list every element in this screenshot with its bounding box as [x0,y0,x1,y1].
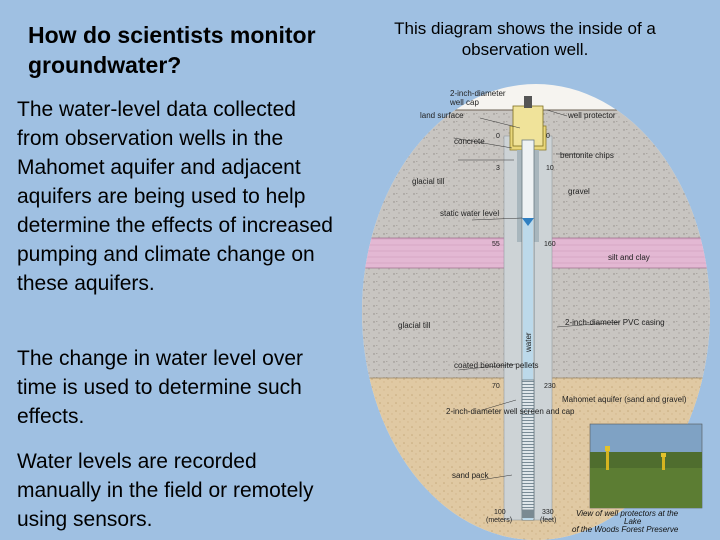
label-glacial-till-upper: glacial till [412,177,445,186]
diagram-caption: This diagram shows the inside of a observation well. [394,19,656,59]
label-concrete: concrete [454,137,485,146]
label-well-cap: well cap [450,98,479,107]
label-glacial-till-lower: glacial till [398,321,431,330]
depth-10: 10 [546,165,554,172]
depth-55: 55 [492,241,500,248]
label-water: water [524,332,533,352]
label-well-cap-line1: 2-inch-diameter [450,89,506,98]
slide-title: How do scientists monitor groundwater? [28,22,316,78]
label-sand-pack: sand pack [452,471,489,480]
depth-3: 3 [496,165,500,172]
depth-160: 160 [544,241,556,248]
well-protector-photo [590,424,702,508]
label-silt-and-clay: silt and clay [608,253,650,262]
depth-0-right: 0 [546,133,550,140]
depth-0-left: 0 [496,133,500,140]
depth-70: 70 [492,383,500,390]
label-coated-pellets: coated bentonite pellets [454,361,539,370]
unit-meters: (meters) [486,517,513,524]
label-land-surface: land surface [420,111,464,120]
label-bentonite-chips: bentonite chips [560,151,614,160]
label-well-protector: well protector [568,111,616,120]
unit-feet: (feet) [540,517,557,524]
label-aquifer: Mahomet aquifer (sand and gravel) [562,395,687,404]
label-gravel: gravel [568,187,590,196]
label-well-screen: 2-inch-diameter well screen and cap [446,407,575,416]
paragraph-recording-methods: Water levels are recorded manually in the field or remotely using sensors. [17,450,314,531]
depth-100: 100 [494,509,506,516]
photo-caption-line1: View of well protectors at the [576,509,679,518]
depth-330: 330 [542,509,554,516]
photo-caption-line2: Lake [624,517,642,526]
label-static-water-level: static water level [440,209,500,218]
photo-caption-line3: of the Woods Forest Preserve [572,525,679,534]
label-pvc-casing: 2-inch-diameter PVC casing [565,318,665,327]
observation-well-diagram [362,80,710,540]
depth-230: 230 [544,383,556,390]
paragraph-water-level-data: The water-level data collected from observation wells in the Mahomet aquifer and adjacent aquifers are being used to help determine the effects of increased pumping and climate change on these aquifers. [17,98,333,295]
paragraph-change-over-time: The change in water level over time is used to determine such effects. [17,347,303,428]
